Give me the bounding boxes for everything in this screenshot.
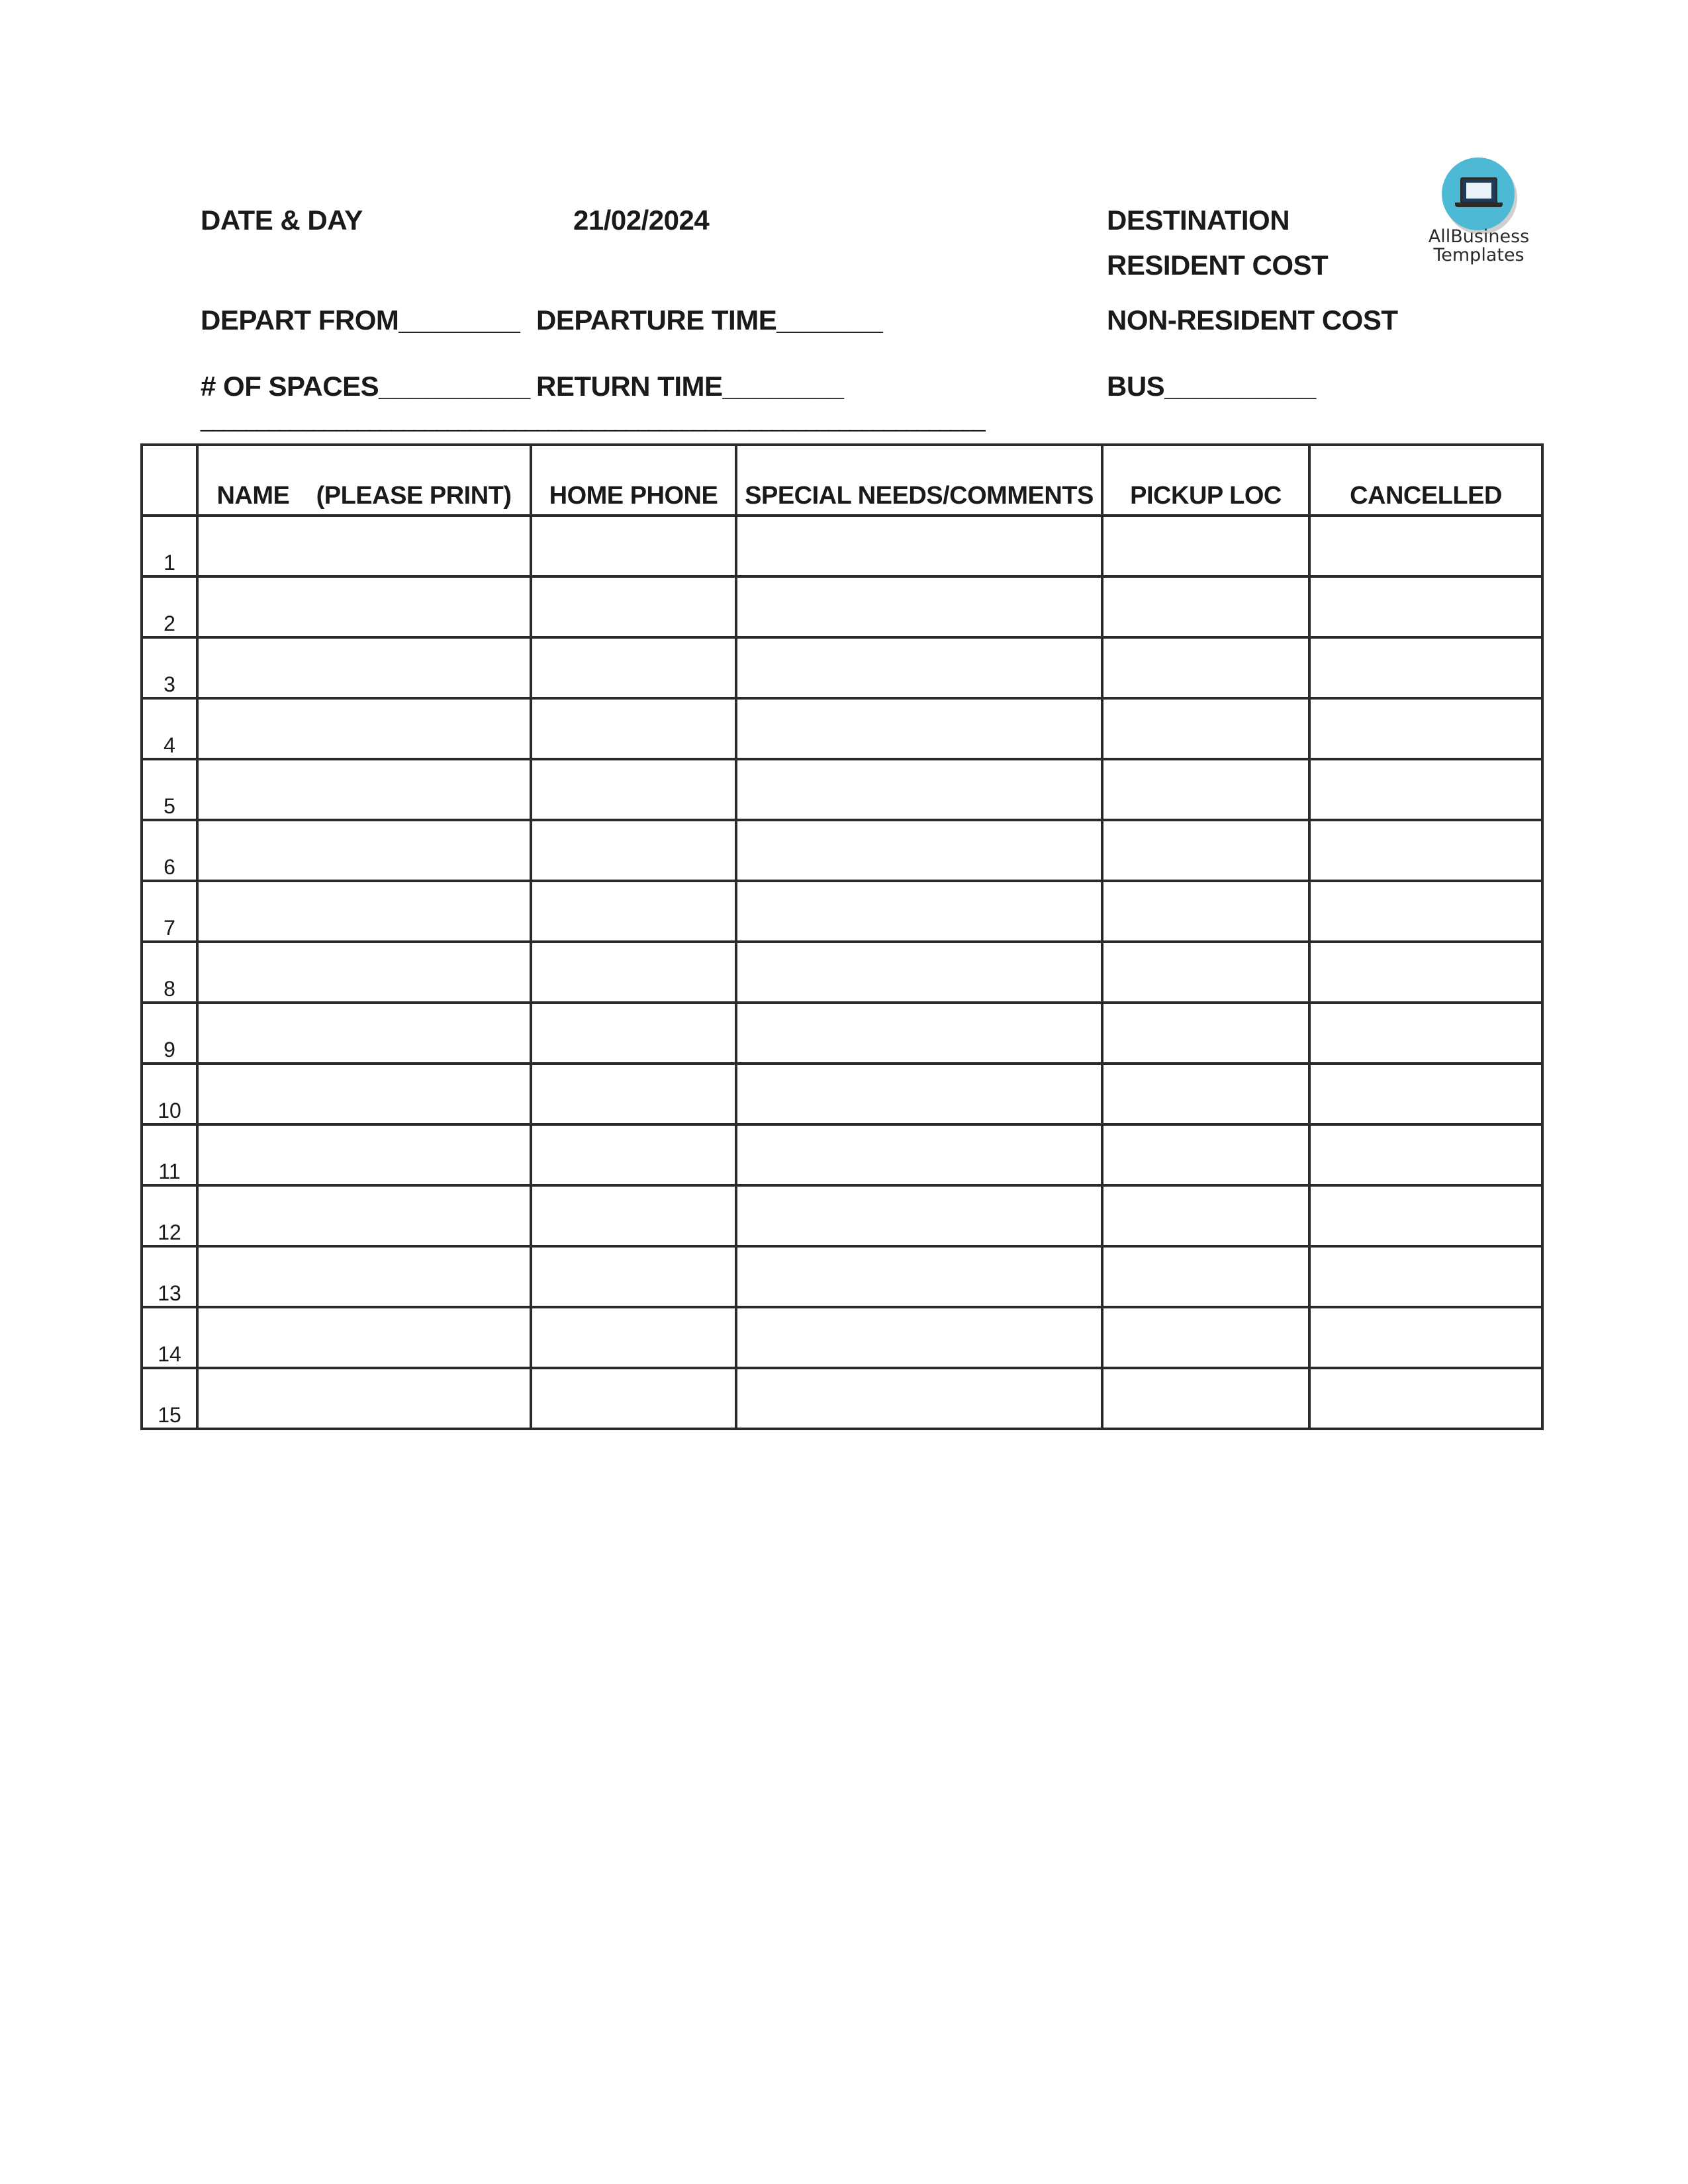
pickup-loc-cell[interactable] [1102, 637, 1309, 698]
special-needs-cell[interactable] [736, 942, 1102, 1003]
header-number [142, 445, 197, 516]
pickup-loc-cell[interactable] [1102, 759, 1309, 820]
name-cell[interactable] [197, 576, 531, 637]
header-name: NAME (PLEASE PRINT) [197, 445, 531, 516]
name-cell[interactable] [197, 1185, 531, 1246]
table-row [142, 820, 1542, 881]
table-row [142, 1003, 1542, 1064]
row-number: 1 [142, 516, 197, 576]
pickup-loc-cell[interactable] [1102, 1064, 1309, 1124]
table-row [142, 576, 1542, 637]
roster-table [140, 443, 1544, 1430]
cancelled-cell[interactable] [1309, 1185, 1542, 1246]
cancelled-cell[interactable] [1309, 576, 1542, 637]
row-number: 14 [142, 1307, 197, 1368]
pickup-loc-cell[interactable] [1102, 1185, 1309, 1246]
row-number: 7 [142, 881, 197, 942]
cancelled-cell[interactable] [1309, 759, 1542, 820]
logo-text-line1: AllBusiness [1428, 226, 1530, 247]
table-row [142, 1368, 1542, 1429]
table-row [142, 1064, 1542, 1124]
cancelled-cell[interactable] [1309, 881, 1542, 942]
table-header-row [142, 445, 1542, 516]
name-cell[interactable] [197, 759, 531, 820]
home-phone-cell[interactable] [531, 1064, 736, 1124]
home-phone-cell[interactable] [531, 1003, 736, 1064]
departure-time-field[interactable]: DEPARTURE TIME_______ [536, 304, 883, 336]
divider-line: ______________________________________________________________________ [201, 407, 984, 432]
name-cell[interactable] [197, 1307, 531, 1368]
special-needs-cell[interactable] [736, 881, 1102, 942]
header-special-needs: SPECIAL NEEDS/COMMENTS [736, 445, 1102, 516]
bus-field[interactable]: BUS__________ [1107, 371, 1316, 402]
special-needs-cell[interactable] [736, 1368, 1102, 1429]
name-cell[interactable] [197, 820, 531, 881]
home-phone-cell[interactable] [531, 698, 736, 759]
table-row [142, 1124, 1542, 1185]
table-row [142, 516, 1542, 576]
special-needs-cell[interactable] [736, 1064, 1102, 1124]
special-needs-cell[interactable] [736, 1003, 1102, 1064]
name-cell[interactable] [197, 881, 531, 942]
special-needs-cell[interactable] [736, 576, 1102, 637]
row-number: 4 [142, 698, 197, 759]
table-row [142, 759, 1542, 820]
special-needs-cell[interactable] [736, 1307, 1102, 1368]
pickup-loc-cell[interactable] [1102, 1246, 1309, 1307]
special-needs-cell[interactable] [736, 1185, 1102, 1246]
cancelled-cell[interactable] [1309, 516, 1542, 576]
special-needs-cell[interactable] [736, 1246, 1102, 1307]
header-home-phone: HOME PHONE [531, 445, 736, 516]
logo-text-line2: Templates [1433, 245, 1524, 265]
cancelled-cell[interactable] [1309, 1246, 1542, 1307]
header-cancelled: CANCELLED [1309, 445, 1542, 516]
pickup-loc-cell[interactable] [1102, 881, 1309, 942]
home-phone-cell[interactable] [531, 1246, 736, 1307]
home-phone-cell[interactable] [531, 881, 736, 942]
cancelled-cell[interactable] [1309, 1124, 1542, 1185]
row-number: 12 [142, 1185, 197, 1246]
cancelled-cell[interactable] [1309, 637, 1542, 698]
home-phone-cell[interactable] [531, 820, 736, 881]
return-time-field[interactable]: RETURN TIME________ [536, 371, 844, 402]
special-needs-cell[interactable] [736, 637, 1102, 698]
depart-from-field[interactable]: DEPART FROM________ [201, 304, 520, 336]
cancelled-cell[interactable] [1309, 1003, 1542, 1064]
date-label: DATE & DAY [201, 205, 363, 236]
name-cell[interactable] [197, 942, 531, 1003]
pickup-loc-cell[interactable] [1102, 942, 1309, 1003]
pickup-loc-cell[interactable] [1102, 698, 1309, 759]
name-cell[interactable] [197, 516, 531, 576]
cancelled-cell[interactable] [1309, 820, 1542, 881]
row-number: 5 [142, 759, 197, 820]
pickup-loc-cell[interactable] [1102, 1368, 1309, 1429]
pickup-loc-cell[interactable] [1102, 1307, 1309, 1368]
row-number: 11 [142, 1124, 197, 1185]
non-resident-cost-label: NON-RESIDENT COST [1107, 304, 1398, 336]
home-phone-cell[interactable] [531, 576, 736, 637]
home-phone-cell[interactable] [531, 637, 736, 698]
row-number: 2 [142, 576, 197, 637]
special-needs-cell[interactable] [736, 820, 1102, 881]
table-row [142, 698, 1542, 759]
name-cell[interactable] [197, 1064, 531, 1124]
date-value: 21/02/2024 [573, 205, 710, 236]
home-phone-cell[interactable] [531, 516, 736, 576]
resident-cost-label: RESIDENT COST [1107, 250, 1329, 281]
home-phone-cell[interactable] [531, 1185, 736, 1246]
home-phone-cell[interactable] [531, 1307, 736, 1368]
name-cell[interactable] [197, 1368, 531, 1429]
row-number: 10 [142, 1064, 197, 1124]
pickup-loc-cell[interactable] [1102, 1124, 1309, 1185]
table-row [142, 1307, 1542, 1368]
spaces-field[interactable]: # OF SPACES__________ [201, 371, 530, 402]
row-number: 8 [142, 942, 197, 1003]
row-number: 13 [142, 1246, 197, 1307]
cancelled-cell[interactable] [1309, 1368, 1542, 1429]
row-number: 9 [142, 1003, 197, 1064]
name-cell[interactable] [197, 1246, 531, 1307]
special-needs-cell[interactable] [736, 759, 1102, 820]
pickup-loc-cell[interactable] [1102, 576, 1309, 637]
row-number: 6 [142, 820, 197, 881]
pickup-loc-cell[interactable] [1102, 820, 1309, 881]
table-row [142, 942, 1542, 1003]
cancelled-cell[interactable] [1309, 942, 1542, 1003]
cancelled-cell[interactable] [1309, 1064, 1542, 1124]
table-row [142, 881, 1542, 942]
home-phone-cell[interactable] [531, 1368, 736, 1429]
destination-label: DESTINATION [1107, 205, 1290, 236]
allbusiness-templates-logo [1413, 154, 1545, 273]
special-needs-cell[interactable] [736, 1124, 1102, 1185]
name-cell[interactable] [197, 698, 531, 759]
table-row [142, 1185, 1542, 1246]
home-phone-cell[interactable] [531, 759, 736, 820]
table-row [142, 637, 1542, 698]
table-row [142, 1246, 1542, 1307]
home-phone-cell[interactable] [531, 942, 736, 1003]
home-phone-cell[interactable] [531, 1124, 736, 1185]
pickup-loc-cell[interactable] [1102, 516, 1309, 576]
row-number: 15 [142, 1368, 197, 1429]
laptop-icon [1442, 158, 1515, 230]
row-number: 3 [142, 637, 197, 698]
special-needs-cell[interactable] [736, 698, 1102, 759]
name-cell[interactable] [197, 1003, 531, 1064]
special-needs-cell[interactable] [736, 516, 1102, 576]
name-cell[interactable] [197, 637, 531, 698]
name-cell[interactable] [197, 1124, 531, 1185]
header-pickup-loc: PICKUP LOC [1102, 445, 1309, 516]
cancelled-cell[interactable] [1309, 698, 1542, 759]
pickup-loc-cell[interactable] [1102, 1003, 1309, 1064]
cancelled-cell[interactable] [1309, 1307, 1542, 1368]
